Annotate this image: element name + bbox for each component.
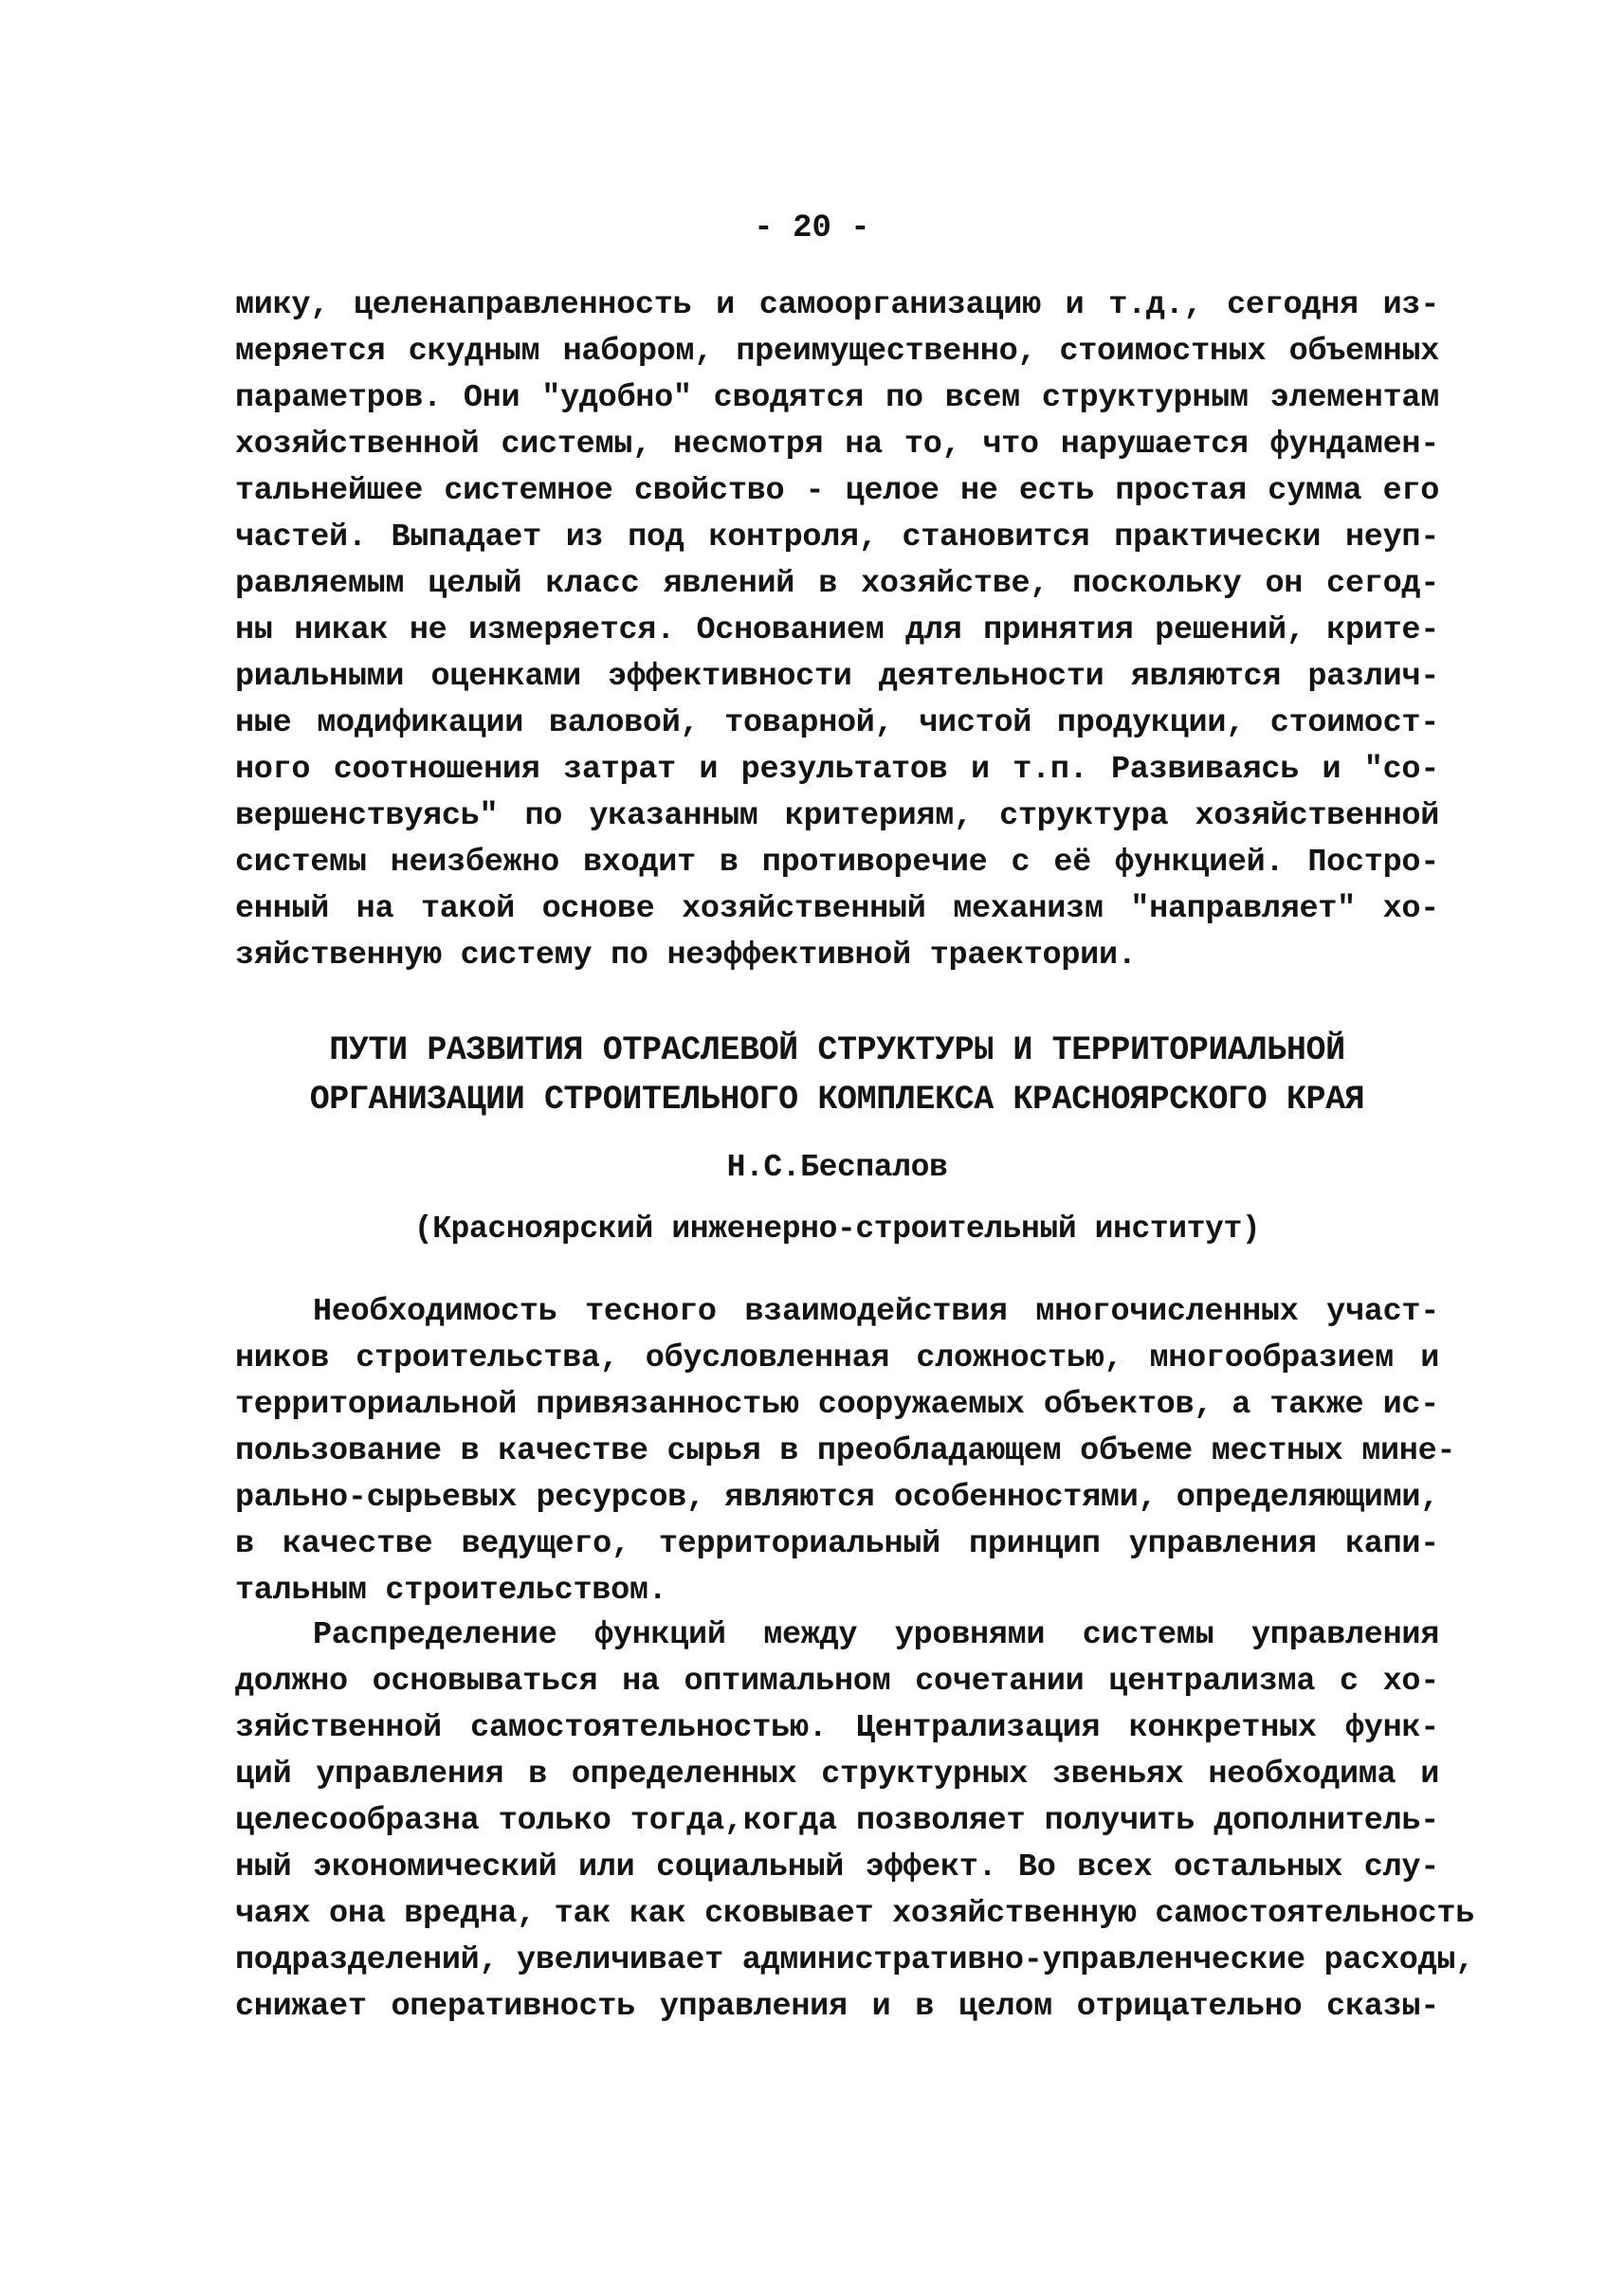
paragraph-continuation	[235, 282, 1439, 979]
text-line: ны никак не измеряется. Основанием для принятия решений, крите-	[235, 612, 1439, 648]
text-line: чаях она вредна, так как сковывает хозяйственную самостоятельность	[235, 1896, 1475, 1932]
text-line: зяйственную систему по неэффективной траектории.	[235, 938, 1137, 974]
text-line: мику, целенаправленность и самоорганизацию и т.д., сегодня из-	[235, 287, 1439, 323]
text-line: целесообразна только тогда,когда позволяет получить дополнитель-	[235, 1803, 1439, 1839]
article-title-line: ПУТИ РАЗВИТИЯ ОТРАСЛЕВОЙ СТРУКТУРЫ И ТЕРРИТОРИАЛЬНОЙ	[329, 1031, 1345, 1069]
text-line: зяйственной самостоятельностью. Централизация конкретных функ-	[235, 1710, 1439, 1746]
text-line: пользование в качестве сырья в преобладающем объеме местных мине-	[235, 1433, 1456, 1469]
article-title	[235, 1026, 1439, 1124]
text-line: тальнейшее системное свойство - целое не есть простая сумма его	[235, 473, 1439, 509]
text-line: в качестве ведущего, территориальный принцип управления капи-	[235, 1526, 1439, 1562]
text-line: подразделений, увеличивает административно-управленческие расходы,	[235, 1942, 1475, 1978]
text-line: ные модификации валовой, товарной, чистой продукции, стоимост-	[235, 705, 1439, 741]
text-line: ций управления в определенных структурных звеньях необходима и	[235, 1757, 1439, 1793]
text-line: рально-сырьевых ресурсов, являются особенностями, определяющими,	[235, 1480, 1439, 1516]
text-line: ников строительства, обусловленная сложностью, многообразием и	[235, 1340, 1439, 1376]
text-line: ного соотношения затрат и результатов и т.п. Развиваясь и "со-	[235, 752, 1439, 788]
text-line: меряется скудным набором, преимущественно, стоимостных объемных	[235, 334, 1439, 370]
text-line: ный экономический или социальный эффект. Во всех остальных слу-	[235, 1849, 1439, 1885]
author-name: Н.С.Беспалов	[726, 1150, 948, 1185]
text-line: Распределение функций между уровнями системы управления	[313, 1617, 1439, 1653]
text-line: должно основываться на оптимальном сочетании централизма с хо-	[235, 1664, 1439, 1700]
author-affiliation: (Красноярский инженерно-строительный институт)	[413, 1211, 1261, 1247]
article-title-line: ОРГАНИЗАЦИИ СТРОИТЕЛЬНОГО КОМПЛЕКСА КРАСНОЯРСКОГО КРАЯ	[309, 1081, 1365, 1119]
paragraph	[235, 1612, 1475, 2031]
text-line: вершенствуясь" по указанным критериям, структура хозяйственной	[235, 798, 1439, 834]
text-line: территориальной привязанностью сооружаемых объектов, а также ис-	[235, 1387, 1439, 1423]
text-line: Необходимость тесного взаимодействия многочисленных участ-	[313, 1294, 1439, 1330]
text-line: тальным строительством.	[235, 1573, 667, 1609]
page-number: - 20 -	[754, 210, 870, 246]
paragraph	[235, 1289, 1456, 1614]
text-line: хозяйственной системы, несмотря на то, что нарушается фундамен-	[235, 427, 1439, 463]
text-line: системы неизбежно входит в противоречие с её функцией. Постро-	[235, 845, 1439, 881]
text-line: равляемым целый класс явлений в хозяйстве, поскольку он сегод-	[235, 566, 1439, 602]
text-line: снижает оперативность управления и в целом отрицательно сказы-	[235, 1989, 1439, 2025]
text-line: риальными оценками эффективности деятельности являются различ-	[235, 659, 1439, 695]
text-line: енный на такой основе хозяйственный механизм "направляет" хо-	[235, 891, 1439, 927]
text-line: частей. Выпадает из под контроля, становится практически неуп-	[235, 519, 1439, 556]
text-line: параметров. Они "удобно" сводятся по всем структурным элементам	[235, 380, 1439, 416]
